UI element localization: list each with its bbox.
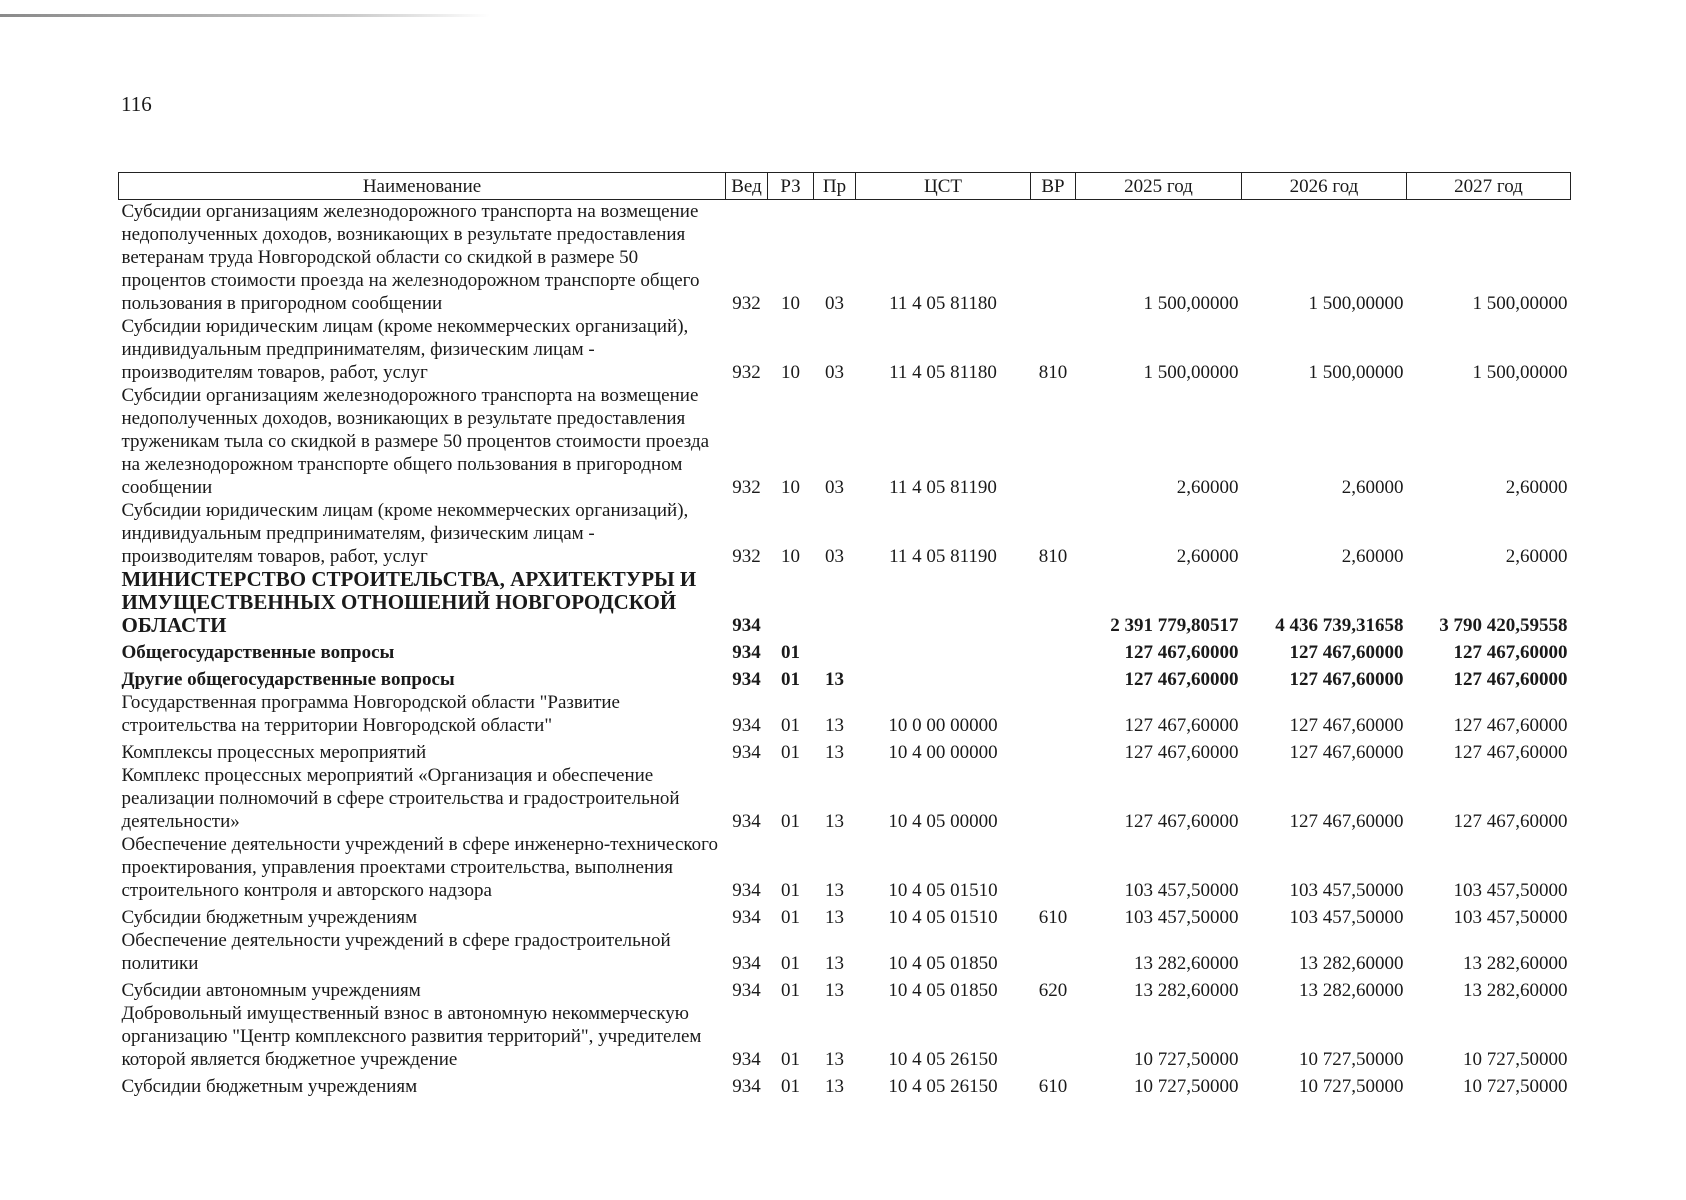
row-2025: 127 467,60000 (1124, 715, 1239, 736)
row-rz: 10 (781, 477, 800, 498)
row-name: Субсидии бюджетным учреждениям (121, 907, 418, 928)
row-rz: 01 (781, 953, 800, 974)
row-rz (768, 568, 814, 637)
table-row (119, 315, 1571, 384)
row-pr: 13 (825, 953, 844, 974)
row-rz: 01 (781, 669, 800, 690)
table-row (119, 929, 1571, 975)
row-name: Субсидии организациям железнодорожного транспорта на возмещение недополученных доходов, возникающих в результате предоставления труженикам тыла со скидкой в размере 50 процентов стоимости проезда на железнодорожном транспорте общего пользования в пригородном сообщении (121, 385, 710, 498)
row-rz: 10 (781, 546, 800, 567)
row-cst: 10 4 05 26150 (888, 1049, 998, 1070)
row-cst: 11 4 05 81180 (889, 362, 997, 383)
row-cst: 11 4 05 81190 (889, 546, 997, 567)
row-cst: 11 4 05 81190 (889, 477, 997, 498)
row-2026: 4 436 739,31658 (1275, 615, 1404, 636)
row-2025: 127 467,60000 (1124, 642, 1239, 663)
row-2025: 127 467,60000 (1124, 742, 1239, 763)
row-2027: 10 727,50000 (1463, 1049, 1568, 1070)
row-2027: 103 457,50000 (1453, 907, 1568, 928)
row-2025: 13 282,60000 (1134, 953, 1239, 974)
row-2027: 1 500,00000 (1472, 293, 1568, 314)
table-row (119, 1071, 1571, 1098)
row-vr (1031, 764, 1076, 833)
row-cst: 10 4 05 00000 (888, 811, 998, 832)
page-number: 116 (121, 92, 152, 116)
header-ved: Вед (726, 173, 768, 200)
row-vr (1031, 200, 1076, 316)
row-2025: 2,60000 (1176, 477, 1239, 498)
row-2025: 1 500,00000 (1143, 362, 1239, 383)
budget-table (118, 172, 1571, 1098)
row-name: Общегосударственные вопросы (121, 642, 395, 663)
row-cst: 10 4 05 26150 (888, 1076, 998, 1097)
row-ved: 934 (732, 907, 761, 928)
row-name: Добровольный имущественный взнос в автономную некоммерческую организацию "Центр комплексного развития территорий", учредителем которой является бюджетное учреждение (121, 1003, 702, 1070)
table-row (119, 833, 1571, 902)
row-pr (814, 637, 856, 664)
row-2026: 10 727,50000 (1299, 1049, 1404, 1070)
row-rz: 01 (781, 742, 800, 763)
row-ved: 934 (732, 980, 761, 1001)
row-2026: 127 467,60000 (1289, 715, 1404, 736)
row-vr: 620 (1038, 980, 1068, 1001)
row-2027: 127 467,60000 (1453, 811, 1568, 832)
row-cst (856, 637, 1031, 664)
row-ved: 934 (732, 1049, 761, 1070)
row-ved: 934 (732, 1076, 761, 1097)
row-cst (856, 664, 1031, 691)
row-rz: 10 (781, 362, 800, 383)
row-2026: 2,60000 (1341, 546, 1404, 567)
row-rz: 01 (781, 880, 800, 901)
row-name: Субсидии юридическим лицам (кроме некоммерческих организаций), индивидуальным предпринимателям, физическим лицам - производителям товаров, работ, услуг (121, 316, 689, 383)
row-vr (1031, 384, 1076, 499)
row-pr: 03 (825, 477, 844, 498)
row-2025: 10 727,50000 (1134, 1076, 1239, 1097)
row-pr: 13 (825, 907, 844, 928)
row-pr: 03 (825, 546, 844, 567)
row-pr: 13 (825, 669, 844, 690)
row-2026: 10 727,50000 (1299, 1076, 1404, 1097)
row-pr: 13 (825, 811, 844, 832)
row-vr: 610 (1038, 907, 1068, 928)
row-2025: 2 391 779,80517 (1110, 615, 1239, 636)
header-2027: 2027 год (1407, 173, 1571, 200)
row-pr: 13 (825, 980, 844, 1001)
row-2027: 2,60000 (1505, 477, 1568, 498)
row-2027: 10 727,50000 (1463, 1076, 1568, 1097)
row-rz: 10 (781, 293, 800, 314)
row-pr: 03 (825, 362, 844, 383)
row-pr: 13 (825, 880, 844, 901)
row-2027: 3 790 420,59558 (1439, 615, 1568, 636)
row-vr (1031, 737, 1076, 764)
row-2026: 127 467,60000 (1289, 642, 1404, 663)
row-2026: 2,60000 (1341, 477, 1404, 498)
row-name: Субсидии организациям железнодорожного транспорта на возмещение недополученных доходов, возникающих в результате предоставления ветеранам труда Новгородской области со скидкой в размере 50 процентов стоимости проезда на железнодорожном транспорте общего пользования в пригородном сообщении (121, 201, 700, 314)
row-vr (1031, 929, 1076, 975)
row-cst (856, 568, 1031, 637)
table-row (119, 384, 1571, 499)
row-2026: 127 467,60000 (1289, 742, 1404, 763)
header-cst: ЦСТ (856, 173, 1031, 200)
row-2026: 127 467,60000 (1289, 669, 1404, 690)
row-2026: 103 457,50000 (1289, 907, 1404, 928)
row-cst: 10 4 05 01850 (888, 980, 998, 1001)
row-cst: 10 0 00 00000 (888, 715, 998, 736)
row-2025: 103 457,50000 (1124, 907, 1239, 928)
row-cst: 10 4 00 00000 (888, 742, 998, 763)
row-ved: 932 (732, 477, 761, 498)
row-rz: 01 (781, 811, 800, 832)
table-row-subsection (119, 664, 1571, 691)
row-cst: 10 4 05 01510 (888, 880, 998, 901)
row-2027: 1 500,00000 (1472, 362, 1568, 383)
row-ved: 934 (732, 669, 761, 690)
row-name: Комплекс процессных мероприятий «Организация и обеспечение реализации полномочий в сфере строительства и градостроительной деятельности» (121, 765, 680, 832)
row-vr (1031, 691, 1076, 737)
row-name: Обеспечение деятельности учреждений в сфере инженерно-технического проектирования, управления проектами строительства, выполнения строительного контроля и авторского надзора (121, 834, 718, 901)
row-name: Другие общегосударственные вопросы (121, 669, 455, 690)
row-ved: 932 (732, 293, 761, 314)
row-2025: 2,60000 (1176, 546, 1239, 567)
row-2027: 127 467,60000 (1453, 642, 1568, 663)
table-row (119, 200, 1571, 316)
row-2027: 13 282,60000 (1463, 953, 1568, 974)
row-pr: 13 (825, 1049, 844, 1070)
row-2027: 2,60000 (1505, 546, 1568, 567)
row-vr (1031, 664, 1076, 691)
scan-artifact-line (0, 14, 490, 17)
row-cst: 10 4 05 01510 (888, 907, 998, 928)
row-2027: 127 467,60000 (1453, 742, 1568, 763)
row-2026: 13 282,60000 (1299, 953, 1404, 974)
row-ved: 934 (732, 880, 761, 901)
table-row (119, 737, 1571, 764)
table-row (119, 902, 1571, 929)
row-2027: 103 457,50000 (1453, 880, 1568, 901)
row-2026: 13 282,60000 (1299, 980, 1404, 1001)
row-ved: 934 (732, 615, 761, 636)
row-2026: 1 500,00000 (1308, 362, 1404, 383)
row-rz: 01 (781, 715, 800, 736)
row-2027: 127 467,60000 (1453, 669, 1568, 690)
header-2026: 2026 год (1242, 173, 1407, 200)
row-2027: 13 282,60000 (1463, 980, 1568, 1001)
row-rz: 01 (781, 1049, 800, 1070)
row-2025: 1 500,00000 (1143, 293, 1239, 314)
row-pr: 13 (825, 742, 844, 763)
row-name: Субсидии бюджетным учреждениям (121, 1076, 418, 1097)
row-ved: 934 (732, 715, 761, 736)
row-rz: 01 (781, 907, 800, 928)
table-row (119, 764, 1571, 833)
header-pr: Пр (814, 173, 856, 200)
row-vr (1031, 568, 1076, 637)
row-pr: 13 (825, 1076, 844, 1097)
header-name: Наименование (119, 173, 726, 200)
row-vr: 810 (1038, 362, 1068, 383)
row-name: Субсидии юридическим лицам (кроме некоммерческих организаций), индивидуальным предпринимателям, физическим лицам - производителям товаров, работ, услуг (121, 500, 689, 567)
row-rz: 01 (781, 1076, 800, 1097)
row-pr: 13 (825, 715, 844, 736)
row-pr: 03 (825, 293, 844, 314)
row-2025: 10 727,50000 (1134, 1049, 1239, 1070)
row-ved: 934 (732, 642, 761, 663)
row-vr (1031, 1002, 1076, 1071)
row-cst: 10 4 05 01850 (888, 953, 998, 974)
header-rz: РЗ (768, 173, 814, 200)
row-name: МИНИСТЕРСТВО СТРОИТЕЛЬСТВА, АРХИТЕКТУРЫ И ИМУЩЕСТВЕННЫХ ОТНОШЕНИЙ НОВГОРОДСКОЙ ОБЛАСТИ (121, 567, 697, 637)
row-ved: 934 (732, 811, 761, 832)
row-vr (1031, 637, 1076, 664)
row-ved: 934 (732, 953, 761, 974)
row-vr: 610 (1038, 1076, 1068, 1097)
table-row (119, 1002, 1571, 1071)
header-2025: 2025 год (1076, 173, 1242, 200)
row-name: Обеспечение деятельности учреждений в сфере градостроительной политики (121, 930, 671, 974)
row-pr (814, 568, 856, 637)
row-2026: 127 467,60000 (1289, 811, 1404, 832)
row-name: Комплексы процессных мероприятий (121, 742, 427, 763)
row-rz: 01 (781, 980, 800, 1001)
table-row-section (119, 637, 1571, 664)
row-vr (1031, 833, 1076, 902)
row-ved: 932 (732, 362, 761, 383)
table-row-ministry (119, 568, 1571, 637)
row-name: Субсидии автономным учреждениям (121, 980, 421, 1001)
row-2025: 13 282,60000 (1134, 980, 1239, 1001)
row-ved: 932 (732, 546, 761, 567)
header-vr: ВР (1031, 173, 1076, 200)
table-header-row (119, 173, 1571, 200)
row-2027: 127 467,60000 (1453, 715, 1568, 736)
row-2026: 1 500,00000 (1308, 293, 1404, 314)
table-row (119, 691, 1571, 737)
row-2025: 127 467,60000 (1124, 669, 1239, 690)
table-row (119, 499, 1571, 568)
table-row (119, 975, 1571, 1002)
row-cst: 11 4 05 81180 (889, 293, 997, 314)
row-name: Государственная программа Новгородской области "Развитие строительства на территории Новгородской области" (121, 692, 620, 736)
row-2026: 103 457,50000 (1289, 880, 1404, 901)
row-2025: 103 457,50000 (1124, 880, 1239, 901)
row-ved: 934 (732, 742, 761, 763)
row-rz: 01 (781, 642, 800, 663)
row-2025: 127 467,60000 (1124, 811, 1239, 832)
row-vr: 810 (1038, 546, 1068, 567)
